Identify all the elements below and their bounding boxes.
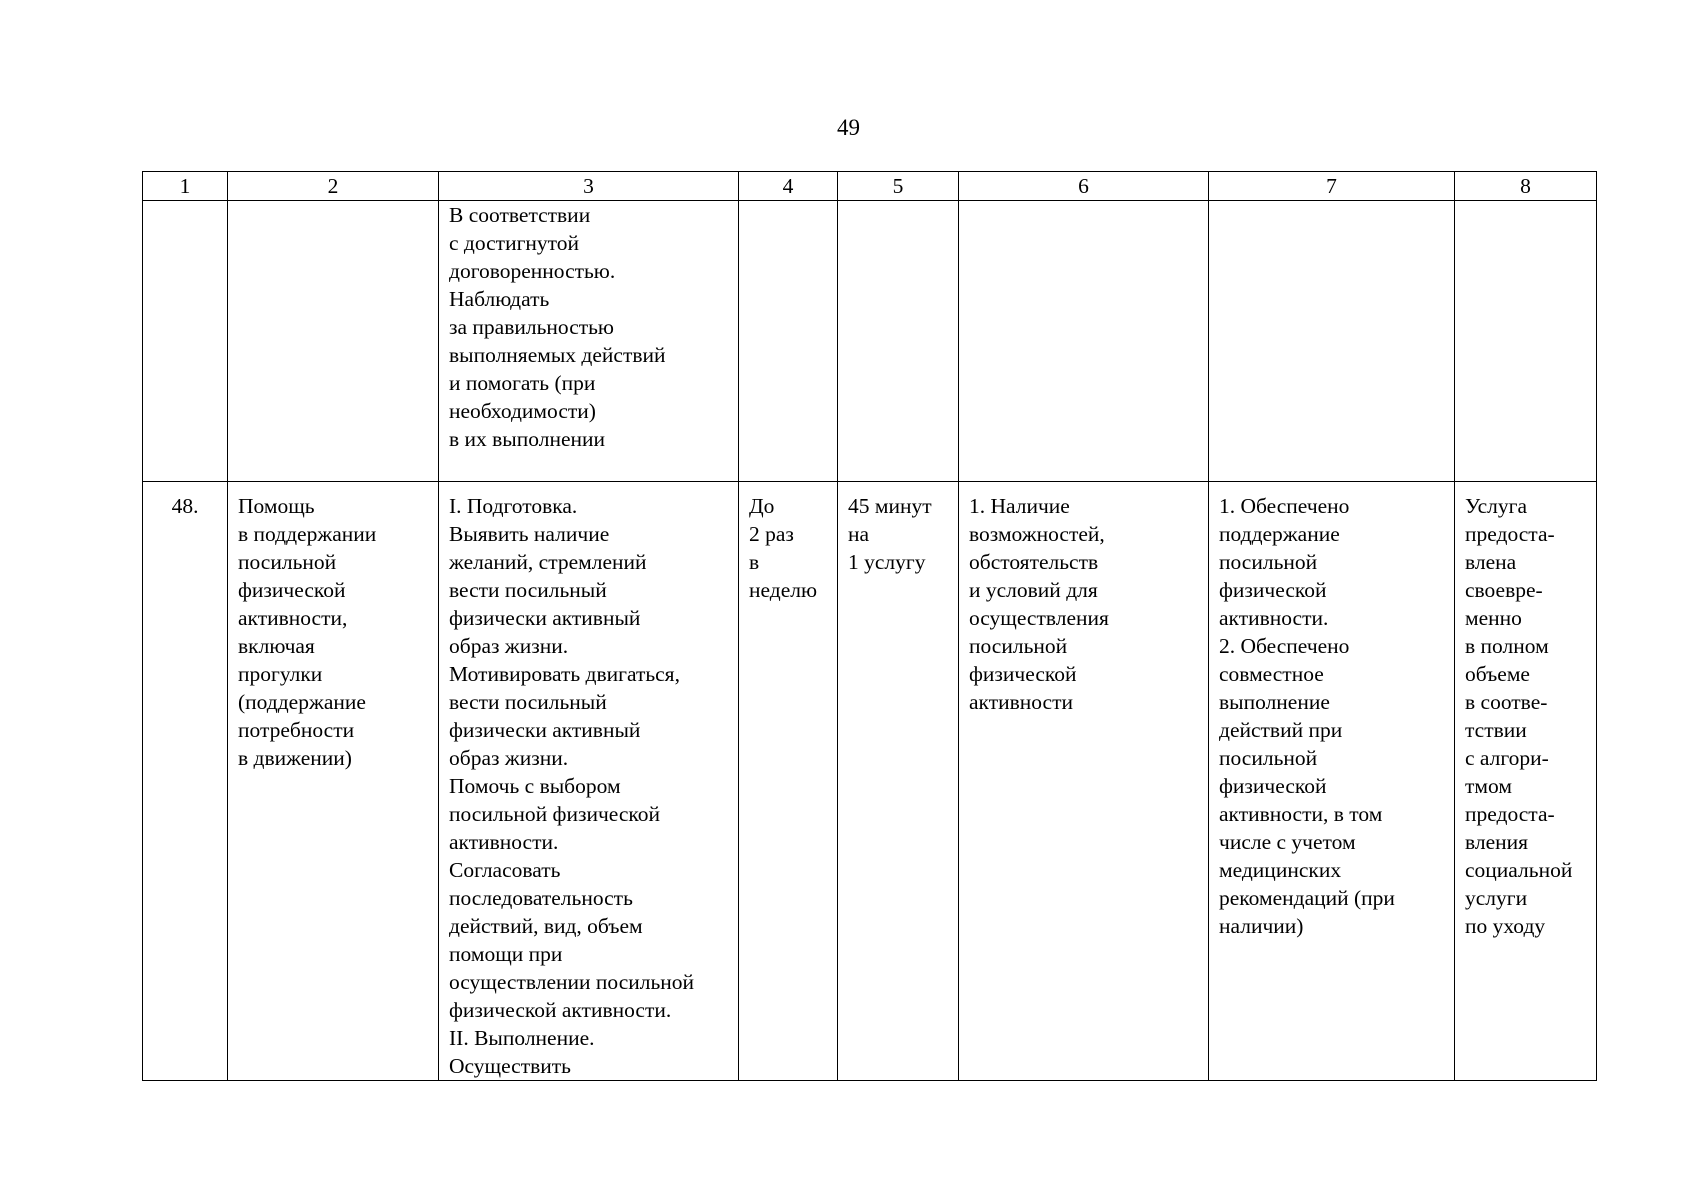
cell-quality <box>1455 201 1597 482</box>
cell-number <box>143 201 228 482</box>
column-number-7: 7 <box>1209 172 1455 201</box>
cell-results: 1. Обеспечено поддержание посильной физической активности. 2. Обеспечено совместное выполнение действий при посильной физической активности, в том числе с учетом медицинских рекомендаций (при наличии) <box>1209 482 1455 1081</box>
cell-duration: 45 минут на 1 услугу <box>838 482 959 1081</box>
page-number: 49 <box>837 115 860 140</box>
column-number-5: 5 <box>838 172 959 201</box>
column-number-row <box>143 172 1597 201</box>
cell-description: В соответствии с достигнутой договоренностью. Наблюдать за правильностью выполняемых действий и помогать (при необходимости) в их выполнении <box>439 201 739 482</box>
cell-service-name: Помощь в поддержании посильной физической активности, включая прогулки (поддержание потребности в движении) <box>228 482 439 1081</box>
services-table <box>142 171 1597 1081</box>
cell-duration <box>838 201 959 482</box>
cell-description: I. Подготовка. Выявить наличие желаний, стремлений вести посильный физически активный образ жизни. Мотивировать двигаться, вести посильный физически активный образ жизни. Помочь с выбором посильной физической активности. Согласовать последовательность действий, вид, объем помощи при осуществлении посильной физической активности. II. Выполнение. Осуществить <box>439 482 739 1081</box>
cell-conditions <box>959 201 1209 482</box>
column-number-4: 4 <box>739 172 838 201</box>
cell-frequency: До 2 раз в неделю <box>739 482 838 1081</box>
cell-results <box>1209 201 1455 482</box>
cell-number: 48. <box>143 482 228 1081</box>
column-number-2: 2 <box>228 172 439 201</box>
cell-conditions: 1. Наличие возможностей, обстоятельств и условий для осуществления посильной физической активности <box>959 482 1209 1081</box>
column-number-8: 8 <box>1455 172 1597 201</box>
cell-service-name <box>228 201 439 482</box>
table-row-continuation <box>143 201 1597 482</box>
column-number-6: 6 <box>959 172 1209 201</box>
cell-quality: Услуга предоста- влена своевре- менно в полном объеме в соотве- тствии с алгори- тмом предоста- вления социальной услуги по уходу <box>1455 482 1597 1081</box>
column-number-3: 3 <box>439 172 739 201</box>
table-row-48 <box>143 482 1597 1081</box>
column-number-1: 1 <box>143 172 228 201</box>
cell-frequency <box>739 201 838 482</box>
